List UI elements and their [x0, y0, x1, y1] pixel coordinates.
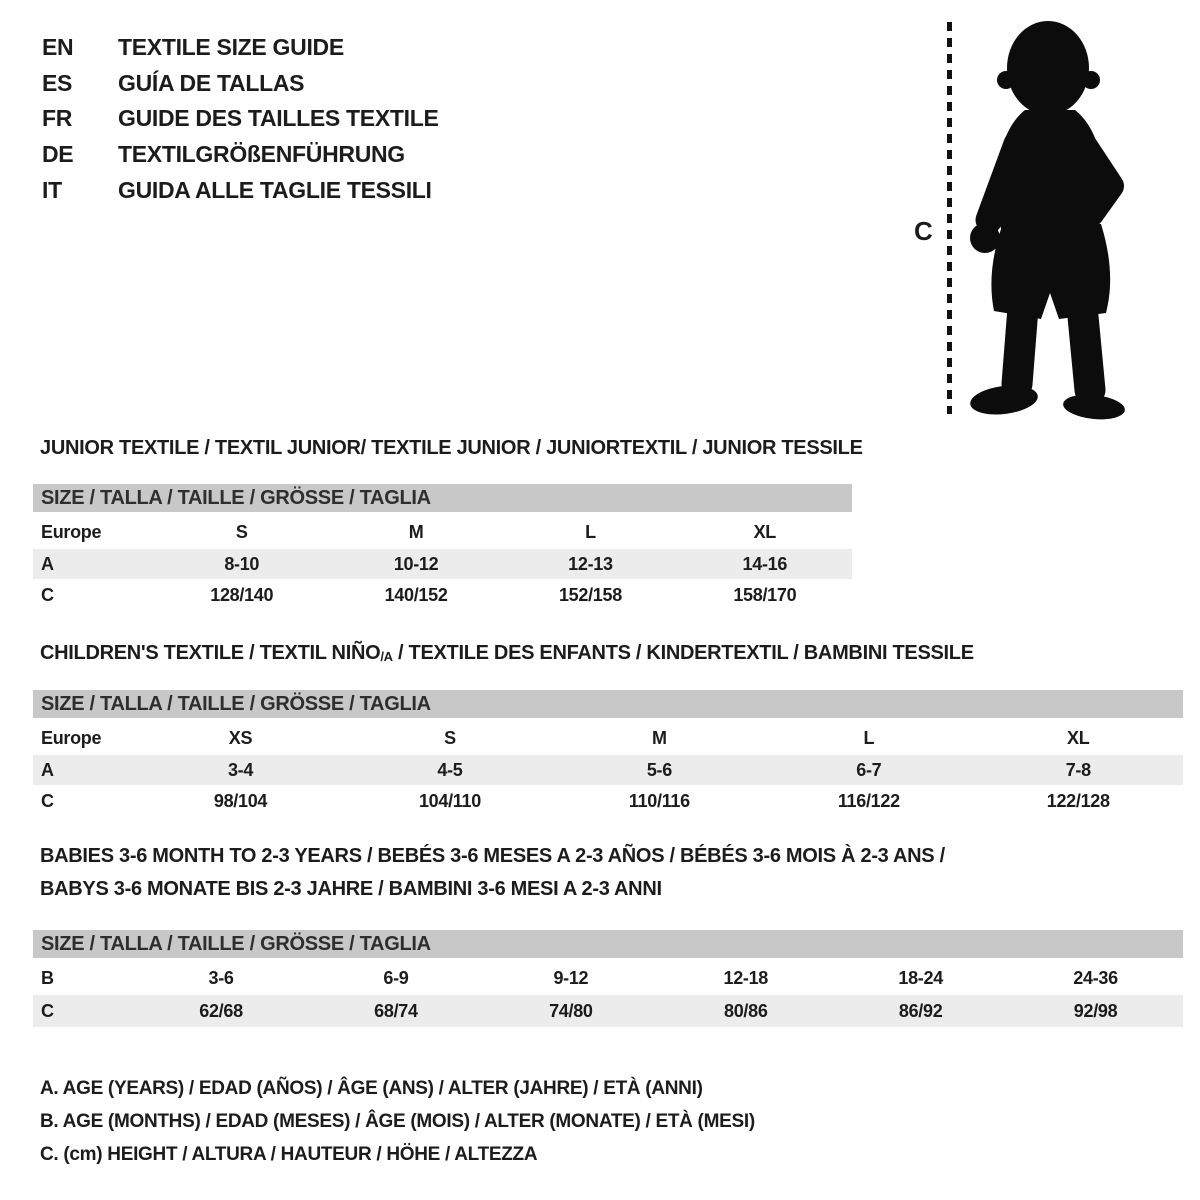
size-col: M — [408, 521, 424, 542]
guide-title: TEXTILGRÖßENFÜHRUNG — [118, 141, 405, 168]
region-label: Europe — [41, 521, 102, 542]
junior-size-header-bar: SIZE / TALLA / TAILLE / GRÖSSE / TAGLIA — [33, 484, 852, 512]
height-dashed-line — [947, 22, 952, 414]
size-col: XL — [753, 521, 776, 542]
children-size-table — [33, 690, 1183, 817]
height-value: 116/122 — [837, 790, 900, 811]
legend-height-cm: C. (cm) HEIGHT / ALTURA / HAUTEUR / HÖHE / ALTEZZA — [40, 1143, 538, 1165]
height-value: 92/98 — [1073, 1000, 1118, 1021]
size-col: S — [235, 521, 248, 542]
height-value: 122/128 — [1046, 790, 1110, 811]
size-col: XL — [1067, 727, 1090, 748]
height-value: 80/86 — [723, 1000, 768, 1021]
height-value: 86/92 — [898, 1000, 943, 1021]
children-section-title — [40, 642, 974, 665]
height-value: 104/110 — [418, 790, 481, 811]
language-code: ES — [42, 69, 73, 96]
children-title-pre: CHILDREN'S TEXTILE / TEXTIL NIÑO — [40, 642, 381, 664]
age-value: 7-8 — [1065, 759, 1091, 780]
row-label: C — [41, 1000, 54, 1021]
guide-title: GUÍA DE TALLAS — [118, 69, 305, 96]
children-title-post: / TEXTILE DES ENFANTS / KINDERTEXTIL / BAMBINI TESSILE — [392, 642, 974, 664]
language-code: EN — [42, 34, 74, 61]
language-row-en — [42, 30, 439, 66]
babies-size-table — [33, 930, 1183, 1027]
junior-age-row — [33, 549, 852, 579]
age-value: 8-10 — [224, 553, 260, 574]
height-value: 152/158 — [558, 584, 622, 605]
size-col: M — [652, 727, 667, 748]
height-value: 74/80 — [549, 1000, 593, 1021]
language-row-it — [42, 172, 439, 208]
children-age-row — [33, 755, 1183, 785]
language-row-es — [42, 66, 439, 102]
guide-title: GUIDA ALLE TAGLIE TESSILI — [118, 176, 432, 203]
age-value: 4-5 — [437, 759, 463, 780]
measure-legend — [40, 1072, 755, 1171]
language-code: IT — [42, 176, 62, 203]
months-value: 12-18 — [723, 967, 769, 988]
children-height-row — [33, 785, 1183, 817]
language-code: DE — [42, 141, 74, 168]
row-label: A — [41, 553, 54, 574]
children-title-sub: /A — [380, 649, 393, 664]
height-value: 68/74 — [374, 1000, 418, 1021]
age-value: 5-6 — [646, 759, 672, 780]
guide-title: TEXTILE SIZE GUIDE — [118, 34, 344, 61]
row-label: C — [41, 584, 54, 605]
babies-months-row — [33, 961, 1183, 995]
size-col: L — [863, 727, 875, 748]
months-value: 6-9 — [383, 967, 409, 988]
age-value: 3-4 — [227, 759, 254, 780]
babies-section-title-line2: BABYS 3-6 MONATE BIS 2-3 JAHRE / BAMBINI 3-6 MESI A 2-3 ANNI — [40, 878, 662, 900]
height-value: 158/170 — [733, 584, 797, 605]
legend-age-months: B. AGE (MONTHS) / EDAD (MESES) / ÂGE (MOIS) / ALTER (MONATE) / ETÀ (MESI) — [40, 1110, 755, 1132]
junior-section-title: JUNIOR TEXTILE / TEXTIL JUNIOR/ TEXTILE JUNIOR / JUNIORTEXTIL / JUNIOR TESSILE — [40, 437, 863, 459]
children-columns-row — [33, 721, 1183, 755]
children-size-header-bar: SIZE / TALLA / TAILLE / GRÖSSE / TAGLIA — [33, 690, 1183, 718]
row-label: B — [41, 967, 54, 988]
height-value: 140/152 — [384, 584, 448, 605]
legend-age-years: A. AGE (YEARS) / EDAD (AÑOS) / ÂGE (ANS) / ALTER (JAHRE) / ETÀ (ANNI) — [40, 1077, 703, 1099]
months-value: 3-6 — [208, 967, 234, 988]
junior-size-table — [33, 484, 852, 611]
age-value: 14-16 — [742, 553, 788, 574]
toddler-silhouette-icon — [963, 18, 1140, 420]
babies-section-title-line1: BABIES 3-6 MONTH TO 2-3 YEARS / BEBÉS 3-6 MESES A 2-3 AÑOS / BÉBÉS 3-6 MOIS À 2-3 ANS / — [40, 845, 945, 867]
language-row-de — [42, 137, 439, 173]
age-value: 12-13 — [568, 553, 613, 574]
babies-size-header-bar: SIZE / TALLA / TAILLE / GRÖSSE / TAGLIA — [33, 930, 1183, 958]
size-col: L — [585, 521, 596, 542]
babies-height-row — [33, 995, 1183, 1027]
age-value: 10-12 — [393, 553, 439, 574]
height-value: 110/116 — [628, 790, 690, 811]
junior-columns-row — [33, 515, 852, 549]
language-code: FR — [42, 105, 73, 132]
size-col: XS — [228, 727, 253, 748]
junior-height-row — [33, 579, 852, 611]
months-value: 24-36 — [1073, 967, 1118, 988]
height-value: 62/68 — [199, 1000, 243, 1021]
months-value: 9-12 — [553, 967, 589, 988]
height-value: 128/140 — [210, 584, 274, 605]
months-value: 18-24 — [898, 967, 943, 988]
language-row-fr — [42, 101, 439, 137]
age-value: 6-7 — [856, 759, 882, 780]
guide-title: GUIDE DES TAILLES TEXTILE — [118, 105, 439, 132]
height-value: 98/104 — [213, 790, 268, 811]
height-measure-label: C — [914, 216, 933, 246]
row-label: C — [41, 790, 54, 811]
row-label: A — [41, 759, 54, 780]
size-col: S — [444, 727, 456, 748]
region-label: Europe — [41, 727, 102, 748]
language-title-list — [42, 30, 439, 208]
